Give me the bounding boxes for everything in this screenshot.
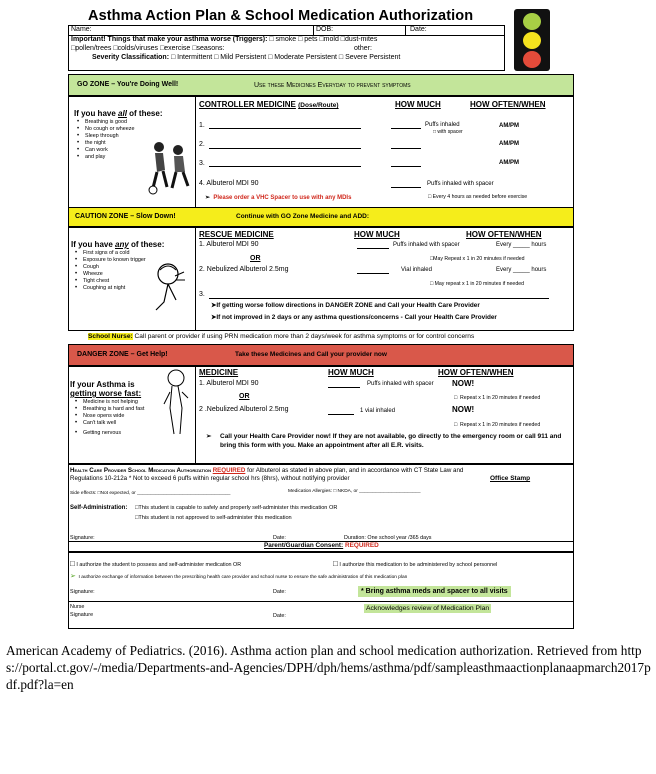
danger-zone-title: DANGER ZONE – Get Help! bbox=[77, 351, 168, 358]
coughing-child-icon bbox=[148, 262, 192, 312]
caution-or: OR bbox=[250, 255, 261, 262]
possess-checkbox[interactable]: □ I authorize the student to possess and self-administer medication OR bbox=[70, 559, 242, 568]
go-col-med: CONTROLLER MEDICINE (Dose/Route) bbox=[199, 100, 339, 109]
citation: American Academy of Pediatrics. (2016). Asthma action plan and school medication authorization. Retrieved from https://portal.ct.gov/-/media/Departments-and-Agencies/DPH/dph/hems/asthma/pdf/sampleasthmaactionplanaapmarch2017pdf.pdf?la=en bbox=[6, 643, 651, 693]
go-row-1-num: 1. bbox=[199, 122, 205, 129]
caution-row-2-med: 2. Nebulized Albuterol 2.5mg bbox=[199, 266, 289, 273]
auth-line2: Regulations 10-212a * Not to exceed 6 puffs within regular school hrs (8hrs), without notifying provider bbox=[70, 475, 350, 482]
go-row-3-much-field[interactable] bbox=[391, 166, 421, 167]
now-1: NOW! bbox=[452, 379, 475, 388]
date-label: Date: bbox=[410, 26, 427, 33]
caution-row-1-much: Puffs inhaled with spacer bbox=[393, 242, 460, 248]
caution-row-2-much-field[interactable] bbox=[357, 273, 389, 274]
other-label: other: bbox=[354, 45, 372, 52]
list-item: • Can work bbox=[85, 147, 155, 154]
list-item: • No cough or wheeze bbox=[85, 126, 155, 133]
danger-if-label: If your Asthma is bbox=[70, 380, 135, 389]
caution-col-often: HOW OFTEN/WHEN bbox=[466, 230, 542, 239]
worse-note: ➤If getting worse follow directions in DANGER ZONE and Call your Health Care Provider bbox=[211, 302, 480, 309]
list-item: • Cough bbox=[83, 264, 163, 271]
caution-if-label: If you have any of these: bbox=[71, 240, 165, 249]
call-note: ➢ Call your Health Care Provider now! If they are not available, go directly to the emergency room or call 911 and bring this form with you. Make an appointment after all E.R. visits. bbox=[206, 433, 562, 449]
danger-row-1-much: Puffs inhaled with spacer bbox=[367, 381, 434, 387]
go-row-4-much: Puffs inhaled with spacer bbox=[427, 181, 494, 187]
self-admin-capable-checkbox[interactable]: □This student is capable to safely and properly self-administer this medication OR bbox=[135, 505, 338, 511]
list-item: • Sleep through bbox=[85, 133, 155, 140]
go-row-3-when: AM/PM bbox=[499, 160, 519, 166]
name-label: Name: bbox=[71, 26, 92, 33]
now-2: NOW! bbox=[452, 405, 475, 414]
danger-row-1-med: 1. Albuterol MDI 90 bbox=[199, 380, 259, 387]
nurse-date-label: Date: bbox=[273, 613, 286, 619]
go-symptoms-list bbox=[76, 119, 155, 161]
nurse-signature-label: Signature bbox=[70, 612, 94, 618]
school-nurse-note: School Nurse: Call parent or provider if using PRN medication more than 2 days/week for asthma symptoms or for control concerns bbox=[88, 333, 475, 340]
parent-date-label: Date: bbox=[273, 589, 286, 595]
list-item: • Wheeze bbox=[83, 271, 163, 278]
go-col-often: HOW OFTEN/WHEN bbox=[470, 100, 546, 109]
repeat-1-checkbox[interactable]: □ Repeat x 1 in 20 minutes if needed bbox=[454, 395, 541, 401]
caution-row-3-num: 3. bbox=[199, 291, 205, 298]
caution-col-much: HOW MUCH bbox=[354, 230, 400, 239]
go-row-2-med-field[interactable] bbox=[209, 148, 361, 149]
office-stamp-label: Office Stamp bbox=[490, 475, 531, 482]
provider-signature-label: Signature: bbox=[70, 535, 95, 541]
kids-playing-icon bbox=[145, 138, 195, 196]
list-item: • the night bbox=[85, 140, 155, 147]
go-row-4-much-field[interactable] bbox=[391, 187, 421, 188]
caution-row-2-much: Vial inhaled bbox=[401, 267, 432, 273]
severity-label: Severity Classification: bbox=[92, 54, 170, 61]
danger-row-2-med: 2 .Nebulized Albuterol 2.5mg bbox=[199, 406, 289, 413]
list-item: • Breathing is hard and fast bbox=[83, 406, 167, 413]
self-admin-not-approved-checkbox[interactable]: □This student is not approved to self-administer this medication bbox=[135, 515, 292, 521]
administered-checkbox[interactable]: □ I authorize this medication to be administered by school personnel bbox=[333, 559, 498, 568]
traffic-light-icon bbox=[514, 9, 550, 71]
danger-col-much: HOW MUCH bbox=[328, 368, 374, 377]
caution-row-1-when[interactable]: Every _____ hours bbox=[496, 242, 547, 248]
list-item: • Tight chest bbox=[83, 278, 163, 285]
go-zone-title: GO ZONE – You're Doing Well! bbox=[77, 81, 179, 88]
may-repeat-2-checkbox[interactable]: □ May repeat x 1 in 20 minutes if needed bbox=[430, 281, 524, 287]
caution-row-3-field[interactable] bbox=[209, 298, 549, 299]
go-row-1-much: Puffs inhaled bbox=[425, 122, 460, 128]
allergies-field[interactable]: Medication Allergies: □ NKDA, or _______________________ bbox=[288, 489, 421, 494]
danger-or: OR bbox=[239, 393, 250, 400]
spacer-note: ➢ Please order a VHC Spacer to use with any MDIs bbox=[205, 195, 352, 201]
action-plan-form bbox=[68, 8, 574, 629]
side-effects-field[interactable]: Side effects: □Not expected, or ___________________________________ bbox=[70, 491, 231, 496]
go-row-2-when: AM/PM bbox=[499, 141, 519, 147]
list-item: • Breathing is good bbox=[85, 119, 155, 126]
go-row-3-num: 3. bbox=[199, 160, 205, 167]
list-item: • and play bbox=[85, 154, 155, 161]
caution-zone-title: CAUTION ZONE – Slow Down! bbox=[75, 213, 176, 220]
list-item: • Exposure to known trigger bbox=[83, 257, 163, 264]
provider-date-label: Date: bbox=[273, 535, 286, 541]
danger-col-often: HOW OFTEN/WHEN bbox=[438, 368, 514, 377]
go-row-1-med-field[interactable] bbox=[209, 128, 361, 129]
not-improved-note: ➤If not improved in 2 days or any asthma questions/concerns - Call your Health Care Provider bbox=[211, 314, 497, 321]
caution-row-2-when[interactable]: Every _____ hours bbox=[496, 267, 547, 273]
go-row-1-much-field[interactable] bbox=[391, 128, 421, 129]
form-title: Asthma Action Plan & School Medication Authorization bbox=[88, 8, 474, 24]
every4-checkbox[interactable]: □ Every 4 hours as needed before exercise bbox=[428, 194, 528, 200]
self-admin-label: Self-Administration: bbox=[70, 505, 128, 511]
danger-col-med: MEDICINE bbox=[199, 368, 239, 377]
danger-row-1-much-field[interactable] bbox=[328, 387, 360, 388]
nurse-label: Nurse bbox=[70, 604, 85, 610]
caution-zone-subtitle: Continue with GO Zone Medicine and ADD: bbox=[236, 213, 370, 220]
severity-options[interactable]: □ Intermittent □ Mild Persistent □ Moderate Persistent □ Severe Persistent bbox=[170, 54, 401, 61]
go-col-much: HOW MUCH bbox=[395, 100, 441, 109]
parent-signature-label: Signature: bbox=[70, 589, 95, 595]
go-row-4-med: 4. Albuterol MDI 90 bbox=[199, 180, 259, 187]
go-if-label: If you have all of these: bbox=[74, 109, 163, 118]
list-item: • First signs of a cold bbox=[83, 250, 163, 257]
danger-if-label2: getting worse fast: bbox=[70, 389, 142, 398]
caution-row-1-much-field[interactable] bbox=[357, 248, 389, 249]
caution-row-1-med: 1. Albuterol MDI 90 bbox=[199, 241, 259, 248]
name-field[interactable] bbox=[98, 26, 310, 35]
go-zone-subtitle: Use these Medicines Everyday to prevent symptoms bbox=[254, 82, 411, 89]
danger-row-2-much: 1 vial inhaled bbox=[360, 408, 396, 414]
danger-symptoms-list bbox=[74, 399, 167, 437]
go-row-1-spacer[interactable]: □ with spacer bbox=[433, 129, 463, 135]
ack-note: Acknowledges review of Medication Plan bbox=[366, 605, 490, 612]
go-row-2-num: 2. bbox=[199, 141, 205, 148]
list-item: • Coughing at night bbox=[83, 285, 163, 292]
go-row-3-med-field[interactable] bbox=[209, 166, 361, 167]
danger-row-2-much-field[interactable] bbox=[328, 414, 354, 415]
dob-label: DOB: bbox=[316, 26, 334, 33]
list-item: • Getting nervous bbox=[83, 430, 167, 437]
danger-zone-subtitle: Take these Medicines and Call your provider now bbox=[235, 351, 387, 358]
triggers-title: Important! Things that make your asthma worse (Triggers): bbox=[71, 36, 268, 43]
list-item: • Can't talk well bbox=[83, 420, 167, 427]
struggling-child-icon bbox=[160, 368, 192, 436]
go-row-2-much-field[interactable] bbox=[391, 148, 421, 149]
parent-consent-title: Parent/Guardian Consent: REQUIRED bbox=[264, 542, 379, 549]
go-row-1-when: AM/PM bbox=[499, 123, 519, 129]
repeat-2-checkbox[interactable]: □ Repeat x 1 in 20 minutes if needed bbox=[454, 422, 541, 428]
caution-col-med: RESCUE MEDICINE bbox=[199, 230, 274, 239]
triggers-row1[interactable]: □ smoke □ pets □mold □dust-mites bbox=[269, 36, 378, 43]
list-item: • Nose opens wide bbox=[83, 413, 167, 420]
exchange-note: ➢ I authorize exchange of information between the prescribing health care provider and school nurse to ensure the safe administration of this medication plan bbox=[70, 573, 408, 580]
list-item: • Medicine is not helping bbox=[83, 399, 167, 406]
triggers-row2[interactable]: □pollen/trees □colds/viruses □exercise □seasons: bbox=[71, 45, 225, 52]
may-repeat-1-checkbox[interactable]: □May Repeat x 1 in 20 minutes if needed bbox=[430, 256, 525, 262]
bring-meds-note: * Bring asthma meds and spacer to all visits bbox=[358, 586, 511, 597]
auth-title: Health Care Provider School Medication Authorization REQUIRED for Albuterol as stated in above plan, and in accordance with CT State Law and bbox=[70, 467, 464, 474]
duration-label: Duration: One school year /365 days bbox=[344, 535, 432, 541]
